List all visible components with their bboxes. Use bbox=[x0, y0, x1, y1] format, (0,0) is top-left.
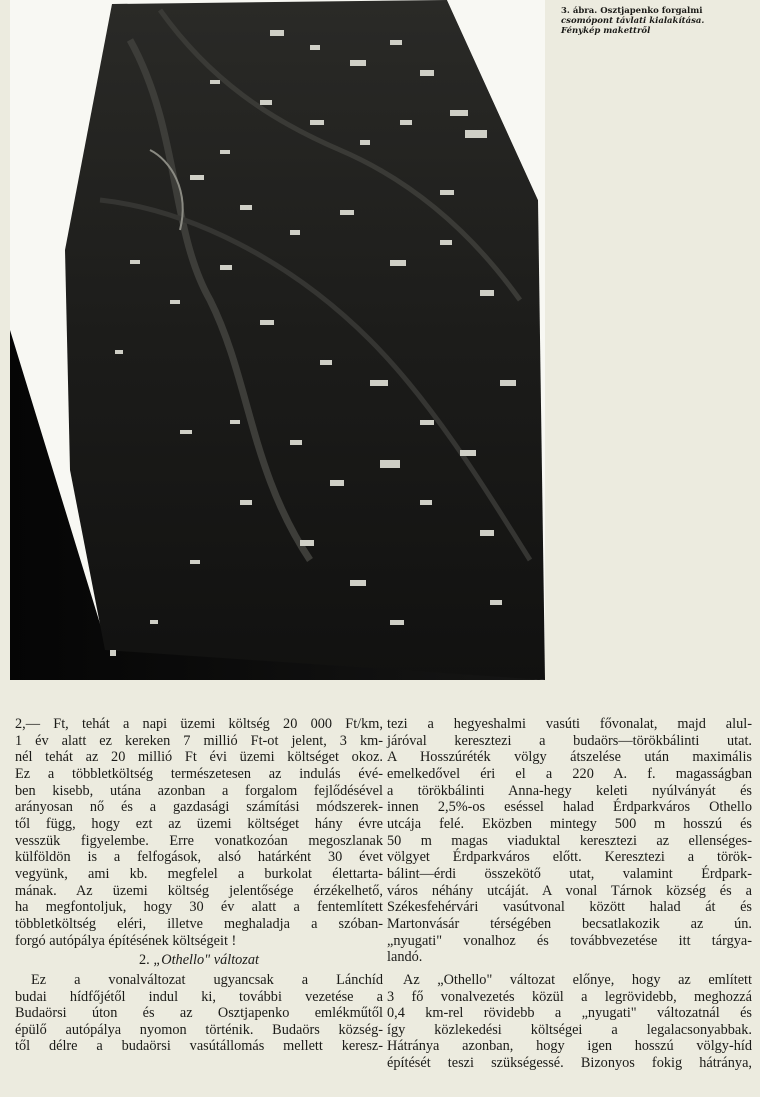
text-line: 2,— Ft, tehát a napi üzemi költség 20 000 Ft/km, bbox=[15, 716, 383, 732]
section-number: 2. bbox=[139, 952, 150, 969]
text-line: építését teszi szükségessé. Bizonyos fokig hátránya, bbox=[387, 1055, 752, 1072]
text-line: ha megfontoljuk, hogy 30 év alatt a fentemlített bbox=[15, 899, 383, 916]
left-text-column bbox=[15, 716, 383, 1055]
text-line: nél tehát az 20 millió Ft évi üzemi költséget okoz. bbox=[15, 749, 383, 766]
caption-line-1: 3. ábra. Osztjapenko forgalmi bbox=[561, 6, 703, 16]
text-line: A Hosszúréték völgy átszelése után maximális bbox=[387, 749, 752, 766]
model-photo-image bbox=[10, 0, 545, 680]
text-line: 50 m magas viaduktal keresztezi az ellenséges- bbox=[387, 832, 752, 849]
right-paragraph-2 bbox=[387, 972, 752, 1072]
text-line: város néhány utcáját. A vonal Tárnok község és a bbox=[387, 882, 752, 899]
text-line: Ez a többletköltség természetesen az indulás évé- bbox=[15, 765, 383, 782]
text-line: emelkedővel éri el a 220 A. f. magasságban bbox=[387, 765, 752, 782]
text-line: 0,4 km-rel rövidebb a „nyugati" változatnál és bbox=[387, 1005, 752, 1022]
text-line: járóval keresztezi a budaörs—törökbálinti utat. bbox=[387, 732, 752, 749]
text-line: mának. Az üzemi költség jelentősége érzékelhető, bbox=[15, 882, 383, 899]
text-line: arányosan nő és a gazdasági számítási módszerek- bbox=[15, 799, 383, 816]
text-line: 1 év alatt ez kereken 7 millió Ft-ot jelent, 3 km- bbox=[15, 732, 383, 749]
right-paragraph-1 bbox=[387, 716, 752, 966]
left-paragraph-2 bbox=[15, 972, 383, 1055]
text-line: bálint—érdi összekötő utat, valamint Érdpark- bbox=[387, 865, 752, 882]
text-line: forgó autópálya építésének költségeit ! bbox=[15, 932, 237, 949]
model-photograph bbox=[10, 0, 545, 680]
left-paragraph-1 bbox=[15, 716, 383, 949]
text-line: Hátránya azonban, hogy igen hosszú völgy-híd bbox=[387, 1038, 752, 1055]
text-line: innen 2,5%-os eséssel halad Érdparkváros Othello bbox=[387, 799, 752, 816]
text-line: vegyünk, ami kb. megfelel a burkolat élettarta- bbox=[15, 865, 383, 882]
figure-caption bbox=[561, 6, 753, 36]
text-line: Ez a vonalváltozat ugyancsak a Lánchíd bbox=[31, 971, 383, 988]
text-line: Székesfehérvári vasútvonal között halad át és bbox=[387, 899, 752, 916]
text-line: a törökbálinti Anna-hegy keleti nyúlványát és bbox=[387, 782, 752, 799]
text-line: völgyet Érdparkváros előtt. Keresztezi a török- bbox=[387, 849, 752, 866]
text-line: Martonvásár térségében becsatlakozik az ún. bbox=[387, 915, 752, 932]
text-line: így közlekedési költségei a legalacsonyabbak. bbox=[387, 1021, 752, 1038]
right-text-column bbox=[387, 716, 752, 1072]
text-line: utcája felé. Eközben mintegy 500 m hosszú és bbox=[387, 815, 752, 832]
caption-line-2: csomópont távlati kialakítása. bbox=[561, 16, 705, 26]
text-line: többletköltség eléri, illetve meghaladja a szóban- bbox=[15, 915, 383, 932]
section-title: „Othello" változat bbox=[153, 952, 259, 969]
text-line: külföldön is a felfogások, alsó határként 30 évet bbox=[15, 849, 383, 866]
text-line: landó. bbox=[387, 949, 423, 966]
text-line: „nyugati" vonalhoz és továbbvezetése itt tárgya- bbox=[387, 932, 752, 949]
text-line: budai hídfőjétől indul ki, további vezetése a bbox=[15, 988, 383, 1005]
text-line: ben kisebb, utána azonban a forgalom fejlődésével bbox=[15, 782, 383, 799]
text-line: 3 fő vonalvezetés közül a legrövidebb, meghozzá bbox=[387, 988, 752, 1005]
text-line: Az „Othello" változat előnye, hogy az említett bbox=[403, 971, 752, 988]
caption-line-3: Fénykép makettről bbox=[561, 26, 651, 36]
section-heading bbox=[15, 952, 383, 969]
text-line: tezi a hegyeshalmi vasúti fővonalat, majd alul- bbox=[387, 716, 752, 732]
text-line: vesszük figyelembe. Erre vonatkozóan megoszlanak bbox=[15, 832, 383, 849]
text-line: épülő autópálya nyomon történik. Budaörs község- bbox=[15, 1021, 383, 1038]
text-line: Budaörsi úton és az Osztjapenko emlékműtől bbox=[15, 1005, 383, 1022]
text-line: től délre a budaörsi vasútállomás mellett keresz- bbox=[15, 1038, 383, 1055]
text-line: től függ, hogy ezt az üzemi költséget hány évre bbox=[15, 815, 383, 832]
